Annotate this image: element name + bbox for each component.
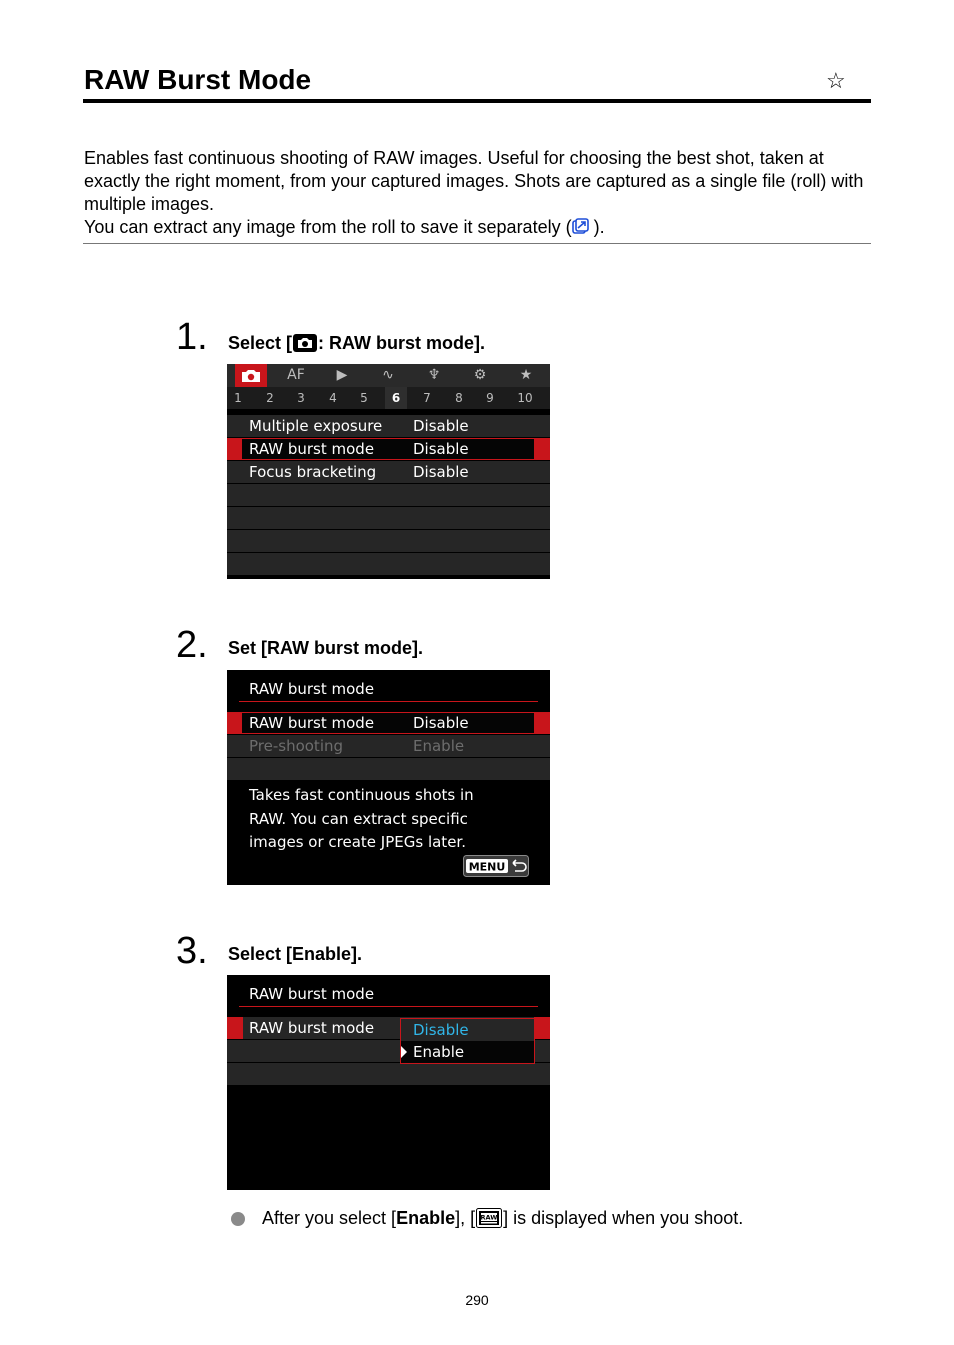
- menu-row-raw-burst-mode[interactable]: [227, 438, 550, 460]
- step-text-lead: Select [: [228, 333, 293, 353]
- option-dropdown: [400, 1018, 535, 1064]
- screen-title: RAW burst mode: [249, 680, 375, 698]
- screen-title-divider: [239, 1006, 538, 1007]
- menu-row-value: Disable: [413, 417, 469, 435]
- step-number: 3.: [176, 930, 208, 972]
- menu-row-empty: [227, 484, 550, 506]
- tab-my-menu[interactable]: ★: [519, 367, 533, 383]
- step-instruction: [228, 333, 485, 354]
- note-middle: ], [: [455, 1208, 476, 1228]
- tab-shooting[interactable]: [235, 364, 267, 387]
- subtab-5[interactable]: 5: [360, 391, 368, 405]
- subtab-1[interactable]: 1: [234, 391, 242, 405]
- page-link-icon[interactable]: [572, 218, 589, 235]
- menu-row-empty: [227, 553, 550, 575]
- screen-title: RAW burst mode: [249, 985, 375, 1003]
- note-tail: ] is displayed when you shoot.: [503, 1208, 744, 1228]
- note-text: [262, 1208, 743, 1229]
- menu-row-value: Disable: [413, 463, 469, 481]
- page-title: RAW Burst Mode: [84, 64, 312, 95]
- menu-subtabs: [227, 387, 550, 409]
- intro-link-lead: You can extract any image from the roll to save it separately (: [84, 217, 572, 237]
- intro-paragraph-link: [84, 216, 874, 239]
- menu-row-pre-shooting: [227, 735, 550, 757]
- intro-text: [84, 147, 874, 239]
- tab-wireless[interactable]: ∿: [382, 367, 394, 383]
- camera-icon: [293, 334, 317, 352]
- bullet-icon: [231, 1212, 245, 1226]
- subtab-2[interactable]: 2: [266, 391, 274, 405]
- tab-setup[interactable]: ♆: [427, 367, 441, 383]
- tab-af[interactable]: AF: [287, 367, 305, 383]
- subtab-8[interactable]: 8: [455, 391, 463, 405]
- menu-row-value: Disable: [413, 714, 469, 732]
- step-instruction: Select [Enable].: [228, 944, 363, 964]
- step-instruction: Set [RAW burst mode].: [228, 638, 424, 658]
- raw-burst-icon: [476, 1208, 502, 1228]
- menu-row-label: RAW burst mode: [249, 714, 375, 732]
- menu-row-label: RAW burst mode: [249, 1019, 375, 1037]
- note-bold: Enable: [396, 1208, 456, 1228]
- intro-divider: [83, 243, 871, 244]
- step-number: 2.: [176, 624, 208, 666]
- menu-row-raw-burst-mode[interactable]: [227, 712, 550, 734]
- menu-row-label: Multiple exposure: [249, 417, 383, 435]
- menu-row-label: RAW burst mode: [249, 440, 375, 458]
- menu-row-multiple-exposure[interactable]: [227, 415, 550, 437]
- option-enable[interactable]: Enable: [413, 1043, 465, 1061]
- subtab-4[interactable]: 4: [329, 391, 337, 405]
- step-number: 1.: [176, 316, 208, 358]
- step-text-tail: : RAW burst mode].: [318, 333, 486, 353]
- camera-icon: [241, 369, 261, 383]
- raw-icon-label: RAW: [480, 1213, 498, 1222]
- menu-row-empty: [227, 530, 550, 552]
- option-disable[interactable]: Disable: [413, 1021, 469, 1039]
- menu-row-empty: [227, 758, 550, 780]
- subtab-9[interactable]: 9: [486, 391, 494, 405]
- subtab-3[interactable]: 3: [297, 391, 305, 405]
- menu-row-value: Disable: [413, 440, 469, 458]
- help-text: [249, 784, 474, 855]
- help-line: RAW. You can extract specific: [249, 809, 468, 828]
- camera-menu-screen-2: [227, 670, 550, 885]
- title-divider: [83, 99, 871, 103]
- subtab-10[interactable]: 10: [517, 391, 533, 405]
- page-number: 290: [465, 1292, 489, 1308]
- help-line: Takes fast continuous shots in: [249, 786, 474, 804]
- menu-tabs: [227, 364, 550, 387]
- tab-playback[interactable]: ▶: [336, 367, 348, 383]
- menu-row-empty: [227, 507, 550, 529]
- subtab-6[interactable]: 6: [385, 387, 407, 409]
- help-line: images or create JPEGs later.: [249, 833, 466, 851]
- menu-label: MENU: [468, 860, 506, 874]
- menu-row-label: Pre-shooting: [249, 737, 344, 755]
- menu-row-empty: [227, 1063, 550, 1085]
- menu-row-focus-bracketing[interactable]: [227, 461, 550, 483]
- menu-row-label: Focus bracketing: [249, 463, 377, 481]
- menu-row-value: Enable: [413, 737, 465, 755]
- screen-title-divider: [239, 701, 538, 702]
- note-lead: After you select [: [262, 1208, 397, 1228]
- menu-return-button[interactable]: [463, 855, 529, 877]
- camera-menu-screen-1: [227, 364, 550, 579]
- subtab-7[interactable]: 7: [423, 391, 431, 405]
- intro-paragraph: Enables fast continuous shooting of RAW images. Useful for choosing the best shot, taken at exactly the right moment, from your captured images. Shots are captured as a single file (roll) with multiple images.: [84, 148, 864, 214]
- camera-menu-screen-3: [227, 975, 550, 1190]
- tab-custom[interactable]: ⚙: [473, 367, 487, 383]
- intro-link-tail: ).: [588, 217, 605, 237]
- star-icon: ☆: [826, 68, 846, 93]
